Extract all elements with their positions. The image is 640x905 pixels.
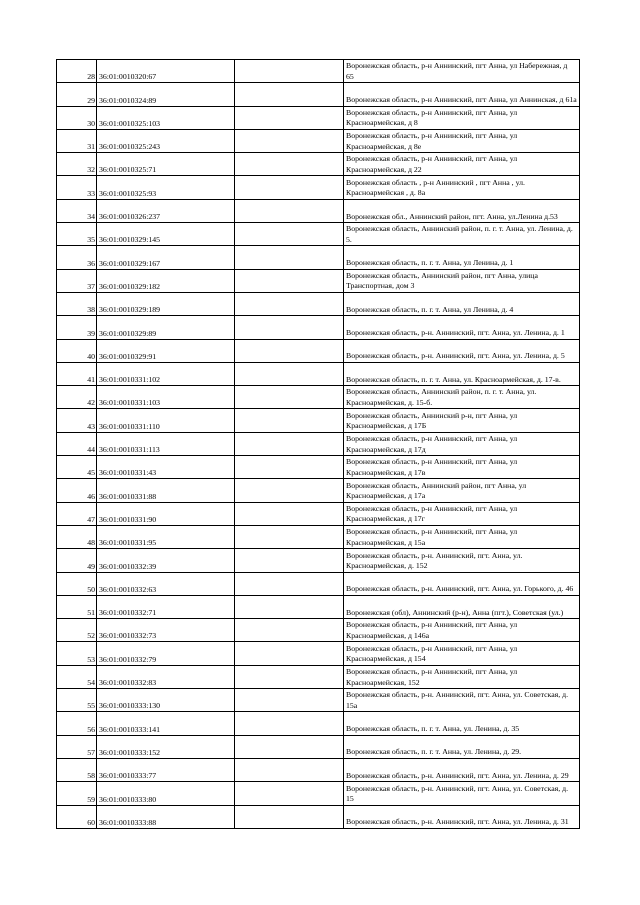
- address-cell: Воронежская область, р-н. Аннинский, пгт. Анна, ул. Ленина, д. 29: [344, 758, 580, 781]
- address-cell: Воронежская область, р-н Аннинский, пгт Анна, ул Красноармейская, д 154: [344, 642, 580, 665]
- cadastral-number: 36:01:0010333:80: [97, 782, 235, 805]
- empty-cell: [235, 386, 344, 409]
- empty-cell: [235, 712, 344, 735]
- empty-cell: [235, 642, 344, 665]
- address-cell: Воронежская область, р-н Аннинский, пгт Анна, ул Красноармейская, д 17г: [344, 502, 580, 525]
- row-number: 34: [57, 199, 97, 222]
- row-number: 38: [57, 292, 97, 315]
- address-cell: Воронежская область, р-н Аннинский, пгт Анна, ул Красноармейская, 152: [344, 665, 580, 688]
- cadastral-number: 36:01:0010333:141: [97, 712, 235, 735]
- table-row: [57, 153, 580, 176]
- address-cell: Воронежская область, р-н. Аннинский, пгт. Анна, ул. Советская, д. 15: [344, 782, 580, 805]
- address-cell: Воронежская (обл), Аннинский (р-н), Анна (пгт.), Советская (ул.): [344, 595, 580, 618]
- table-row: [57, 246, 580, 269]
- address-cell: Воронежская область, р-н Аннинский, пгт Анна, ул Аннинская, д 61а: [344, 83, 580, 106]
- address-cell: Воронежская область , р-н Аннинский , пгт Анна , ул. Красноармейская , д. 8а: [344, 176, 580, 199]
- table-row: [57, 525, 580, 548]
- cadastral-number: 36:01:0010331:43: [97, 456, 235, 479]
- table-row: [57, 642, 580, 665]
- empty-cell: [235, 502, 344, 525]
- row-number: 39: [57, 316, 97, 339]
- empty-cell: [235, 409, 344, 432]
- address-cell: Воронежская область, Аннинский район, п. г. т. Анна, ул. Красноармейская, д. 15-б.: [344, 386, 580, 409]
- cadastral-number: 36:01:0010333:152: [97, 735, 235, 758]
- cadastral-number: 36:01:0010324:89: [97, 83, 235, 106]
- table-row: [57, 782, 580, 805]
- address-cell: Воронежская область, п. г. т. Анна, ул. Ленина, д. 35: [344, 712, 580, 735]
- row-number: 53: [57, 642, 97, 665]
- cadastral-number: 36:01:0010329:167: [97, 246, 235, 269]
- table-row: [57, 292, 580, 315]
- table-row: [57, 456, 580, 479]
- table-row: [57, 409, 580, 432]
- row-number: 43: [57, 409, 97, 432]
- cadastral-number: 36:01:0010329:182: [97, 269, 235, 292]
- table-row: [57, 316, 580, 339]
- table-row: [57, 60, 580, 83]
- cadastral-number: 36:01:0010331:113: [97, 432, 235, 455]
- cadastral-number: 36:01:0010331:90: [97, 502, 235, 525]
- cadastral-number: 36:01:0010329:91: [97, 339, 235, 362]
- row-number: 51: [57, 595, 97, 618]
- table-row: [57, 199, 580, 222]
- address-cell: Воронежская область, р-н Аннинский, пгт Анна, ул Красноармейская, д 22: [344, 153, 580, 176]
- table-row: [57, 269, 580, 292]
- empty-cell: [235, 83, 344, 106]
- empty-cell: [235, 619, 344, 642]
- address-cell: Воронежская область, р-н. Аннинский, пгт. Анна, ул. Ленина, д. 31: [344, 805, 580, 828]
- table-row: [57, 106, 580, 129]
- row-number: 48: [57, 525, 97, 548]
- empty-cell: [235, 60, 344, 83]
- address-cell: Воронежская область, р-н Аннинский, пгт Анна, ул Красноармейская, д 17в: [344, 456, 580, 479]
- address-cell: Воронежская область, р-н Аннинский, пгт Анна, ул Красноармейская, д 8: [344, 106, 580, 129]
- table-row: [57, 572, 580, 595]
- address-cell: Воронежская область, р-н Аннинский, пгт Анна, ул Красноармейская, д 8е: [344, 129, 580, 152]
- row-number: 46: [57, 479, 97, 502]
- row-number: 40: [57, 339, 97, 362]
- row-number: 42: [57, 386, 97, 409]
- empty-cell: [235, 735, 344, 758]
- table-row: [57, 83, 580, 106]
- address-cell: Воронежская обл., Аннинский район, пгт. Анна, ул.Ленина д.53: [344, 199, 580, 222]
- address-cell: Воронежская область, Аннинский район, пгт Анна, улица Транспортная, дом 3: [344, 269, 580, 292]
- cadastral-number: 36:01:0010332:73: [97, 619, 235, 642]
- table-row: [57, 595, 580, 618]
- table-row: [57, 712, 580, 735]
- empty-cell: [235, 525, 344, 548]
- empty-cell: [235, 758, 344, 781]
- table-row: [57, 758, 580, 781]
- address-cell: Воронежская область, Аннинский район, пгт Анна, ул Красноармейская, д 17а: [344, 479, 580, 502]
- empty-cell: [235, 595, 344, 618]
- table-row: [57, 479, 580, 502]
- row-number: 41: [57, 362, 97, 385]
- empty-cell: [235, 782, 344, 805]
- cadastral-number: 36:01:0010331:103: [97, 386, 235, 409]
- table-row: [57, 386, 580, 409]
- empty-cell: [235, 176, 344, 199]
- empty-cell: [235, 689, 344, 712]
- row-number: 55: [57, 689, 97, 712]
- row-number: 49: [57, 549, 97, 572]
- cadastral-number: 36:01:0010331:95: [97, 525, 235, 548]
- cadastral-number: 36:01:0010325:103: [97, 106, 235, 129]
- cadastral-number: 36:01:0010331:102: [97, 362, 235, 385]
- address-cell: Воронежская область, р-н Аннинский, пгт Анна, ул Красноармейская, д 15а: [344, 525, 580, 548]
- row-number: 36: [57, 246, 97, 269]
- address-cell: Воронежская область, р-н Аннинский, пгт Анна, ул Красноармейская, д 17д: [344, 432, 580, 455]
- row-number: 50: [57, 572, 97, 595]
- cadastral-number: 36:01:0010325:93: [97, 176, 235, 199]
- row-number: 32: [57, 153, 97, 176]
- row-number: 37: [57, 269, 97, 292]
- row-number: 30: [57, 106, 97, 129]
- address-cell: Воронежская область, р-н. Аннинский, пгт. Анна, ул. Красноармейская, д. 152: [344, 549, 580, 572]
- cadastral-number: 36:01:0010329:145: [97, 223, 235, 246]
- table-row: [57, 805, 580, 828]
- cadastral-number: 36:01:0010332:39: [97, 549, 235, 572]
- empty-cell: [235, 805, 344, 828]
- row-number: 52: [57, 619, 97, 642]
- cadastral-number: 36:01:0010329:189: [97, 292, 235, 315]
- table-row: [57, 549, 580, 572]
- table-row: [57, 665, 580, 688]
- row-number: 56: [57, 712, 97, 735]
- table-row: [57, 223, 580, 246]
- cadastral-number: 36:01:0010332:63: [97, 572, 235, 595]
- empty-cell: [235, 549, 344, 572]
- empty-cell: [235, 479, 344, 502]
- row-number: 44: [57, 432, 97, 455]
- table-row: [57, 432, 580, 455]
- table-row: [57, 176, 580, 199]
- address-cell: Воронежская область, п. г. т. Анна, ул. Красноармейская, д. 17-в.: [344, 362, 580, 385]
- row-number: 28: [57, 60, 97, 83]
- address-cell: Воронежская область, п. г. т. Анна, ул. Ленина, д. 29.: [344, 735, 580, 758]
- address-cell: Воронежская область, Аннинский район, п. г. т. Анна, ул. Ленина, д. 5.: [344, 223, 580, 246]
- row-number: 31: [57, 129, 97, 152]
- row-number: 29: [57, 83, 97, 106]
- table-row: [57, 689, 580, 712]
- table-row: [57, 502, 580, 525]
- empty-cell: [235, 199, 344, 222]
- address-cell: Воронежская область, п. г. т. Анна, ул Ленина, д. 4: [344, 292, 580, 315]
- empty-cell: [235, 316, 344, 339]
- table-body: [57, 60, 580, 829]
- row-number: 33: [57, 176, 97, 199]
- empty-cell: [235, 432, 344, 455]
- row-number: 45: [57, 456, 97, 479]
- address-cell: Воронежская область, р-н. Аннинский, пгт. Анна, ул. Горького, д. 46: [344, 572, 580, 595]
- cadastral-number: 36:01:0010331:110: [97, 409, 235, 432]
- cadastral-number: 36:01:0010320:67: [97, 60, 235, 83]
- empty-cell: [235, 292, 344, 315]
- cadastral-number: 36:01:0010329:89: [97, 316, 235, 339]
- cadastral-number: 36:01:0010331:88: [97, 479, 235, 502]
- empty-cell: [235, 269, 344, 292]
- row-number: 60: [57, 805, 97, 828]
- empty-cell: [235, 106, 344, 129]
- cadastral-number: 36:01:0010332:79: [97, 642, 235, 665]
- empty-cell: [235, 223, 344, 246]
- cadastral-number: 36:01:0010332:83: [97, 665, 235, 688]
- row-number: 54: [57, 665, 97, 688]
- address-cell: Воронежская область, Аннинский р-н, пгт Анна, ул Красноармейская, д 17Б: [344, 409, 580, 432]
- address-cell: Воронежская область, р-н Аннинский, пгт Анна, ул Красноармейская, д 146а: [344, 619, 580, 642]
- empty-cell: [235, 456, 344, 479]
- empty-cell: [235, 129, 344, 152]
- cadastral-number: 36:01:0010326:237: [97, 199, 235, 222]
- address-cell: Воронежская область, р-н. Аннинский, пгт. Анна, ул. Ленина, д. 5: [344, 339, 580, 362]
- empty-cell: [235, 153, 344, 176]
- cadastral-number: 36:01:0010325:243: [97, 129, 235, 152]
- address-cell: Воронежская область, р-н Аннинский, пгт Анна, ул Набережная, д 65: [344, 60, 580, 83]
- table-row: [57, 735, 580, 758]
- row-number: 47: [57, 502, 97, 525]
- empty-cell: [235, 339, 344, 362]
- row-number: 58: [57, 758, 97, 781]
- row-number: 35: [57, 223, 97, 246]
- table-row: [57, 362, 580, 385]
- cadastral-number: 36:01:0010333:130: [97, 689, 235, 712]
- row-number: 57: [57, 735, 97, 758]
- cadastral-table: [56, 59, 580, 829]
- cadastral-number: 36:01:0010332:71: [97, 595, 235, 618]
- cadastral-number: 36:01:0010333:88: [97, 805, 235, 828]
- empty-cell: [235, 362, 344, 385]
- address-cell: Воронежская область, п. г. т. Анна, ул Ленина, д. 1: [344, 246, 580, 269]
- table-row: [57, 619, 580, 642]
- row-number: 59: [57, 782, 97, 805]
- table-row: [57, 129, 580, 152]
- cadastral-number: 36:01:0010333:77: [97, 758, 235, 781]
- empty-cell: [235, 246, 344, 269]
- empty-cell: [235, 665, 344, 688]
- cadastral-number: 36:01:0010325:71: [97, 153, 235, 176]
- address-cell: Воронежская область, р-н. Аннинский, пгт. Анна, ул. Советская, д. 15а: [344, 689, 580, 712]
- empty-cell: [235, 572, 344, 595]
- address-cell: Воронежская область, р-н. Аннинский, пгт. Анна, ул. Ленина, д. 1: [344, 316, 580, 339]
- table-row: [57, 339, 580, 362]
